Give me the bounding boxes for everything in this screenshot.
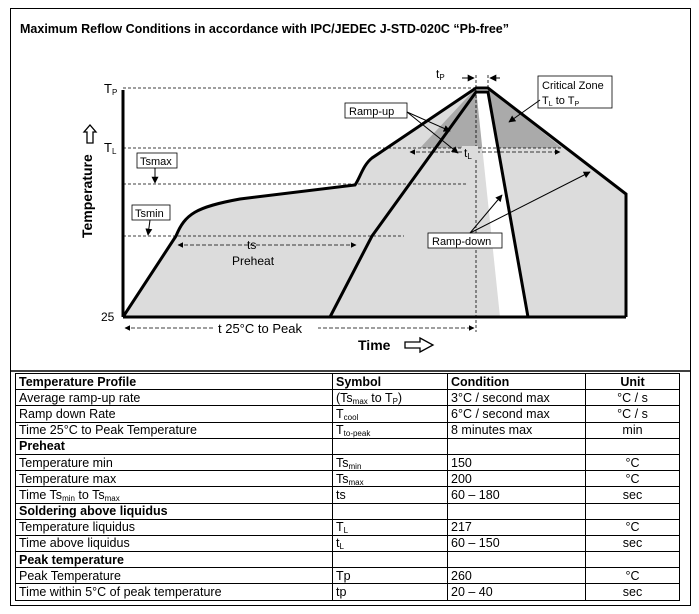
row-condition: 260 [448,568,586,584]
row-unit: °C [586,568,680,584]
row-condition: 3°C / second max [448,390,586,406]
row-unit: sec [586,535,680,551]
x-axis-title: Time [358,337,391,353]
tl-time-label: tL [464,146,472,161]
table-row [16,487,680,503]
row-unit: min [586,422,680,438]
row-condition: 200 [448,471,586,487]
row-symbol: $T_L$ [333,519,448,535]
row-condition: 60 – 180 [448,487,586,503]
row-unit: °C / s [586,406,680,422]
header-profile: Temperature Profile [16,374,333,390]
tsmax-label: Tsmax [140,156,172,168]
table-row [16,454,680,470]
row-unit: sec [586,584,680,600]
row-condition: 20 – 40 [448,584,586,600]
table-row [16,568,680,584]
row-symbol: ts [333,487,448,503]
table-row [16,584,680,600]
row-condition: 150 [448,454,586,470]
tsmin-label: Tsmin [135,208,164,220]
row-profile: Time within 5°C of peak temperature [16,584,333,600]
row-symbol: tp [333,584,448,600]
header-unit: Unit [586,374,680,390]
table-row [16,390,680,406]
y-axis-title: Temperature [79,154,95,238]
row-unit: sec [586,487,680,503]
row-profile: Temperature min [16,454,333,470]
tp-axis-label: TP [104,81,118,97]
row-profile: Ramp down Rate [16,406,333,422]
ramp-up-label: Ramp-up [349,106,395,118]
reflow-spec-table [15,373,680,601]
preheat-label: Preheat [232,254,275,268]
page-title: Maximum Reflow Conditions in accordance with IPC/JEDEC J-STD-020C “Pb-free” [20,22,509,36]
time-arrow-icon [405,338,433,352]
row-profile: Temperature liquidus [16,519,333,535]
row-symbol: $t_L$ [333,535,448,551]
critical-zone-label-line1: Critical Zone [542,80,604,92]
ts-label: ts [247,238,257,252]
section-row-preheat [16,438,680,454]
row-profile: Average ramp-up rate [16,390,333,406]
table-row [16,406,680,422]
row-unit: °C / s [586,390,680,406]
table-row [16,422,680,438]
table-header-row [16,374,680,390]
section-title: Preheat [16,438,333,454]
row-symbol: $Ts_{min}$ [333,454,448,470]
ramp-down-label: Ramp-down [432,236,492,248]
row-profile: Time $Ts_{min}$ to $Ts_{max}$ [16,487,333,503]
section-title: Peak temperature [16,552,333,568]
row-symbol: Tp [333,568,448,584]
tsmin-arrow [148,220,150,235]
row-unit: °C [586,519,680,535]
table-row [16,535,680,551]
row-condition: 6°C / second max [448,406,586,422]
t25-peak-label: t 25°C to Peak [218,321,302,336]
row-unit: °C [586,454,680,470]
row-profile: Temperature max [16,471,333,487]
row-symbol: $T_{to-peak}$ [333,422,448,438]
table-row [16,471,680,487]
table-row [16,519,680,535]
tp-time-label: tP [436,67,445,82]
section-row-liquidus [16,503,680,519]
row-profile: Time 25°C to Peak Temperature [16,422,333,438]
section-row-peak [16,552,680,568]
t25-axis-label: 25 [101,310,115,324]
header-symbol: Symbol [333,374,448,390]
row-symbol: $Ts_{max}$ [333,471,448,487]
tl-axis-label: TL [104,140,117,156]
row-condition: 217 [448,519,586,535]
temperature-arrow-icon [84,125,96,143]
row-unit: °C [586,471,680,487]
row-condition: 60 – 150 [448,535,586,551]
section-title: Soldering above liquidus [16,503,333,519]
row-condition: 8 minutes max [448,422,586,438]
row-symbol: $T_{cool}$ [333,406,448,422]
row-profile: Peak Temperature [16,568,333,584]
row-profile: Time above liquidus [16,535,333,551]
critical-zone-label-line2: TL to TP [542,95,580,108]
header-condition: Condition [448,374,586,390]
row-symbol: ($Ts_{max}$ to $T_P$) [333,390,448,406]
